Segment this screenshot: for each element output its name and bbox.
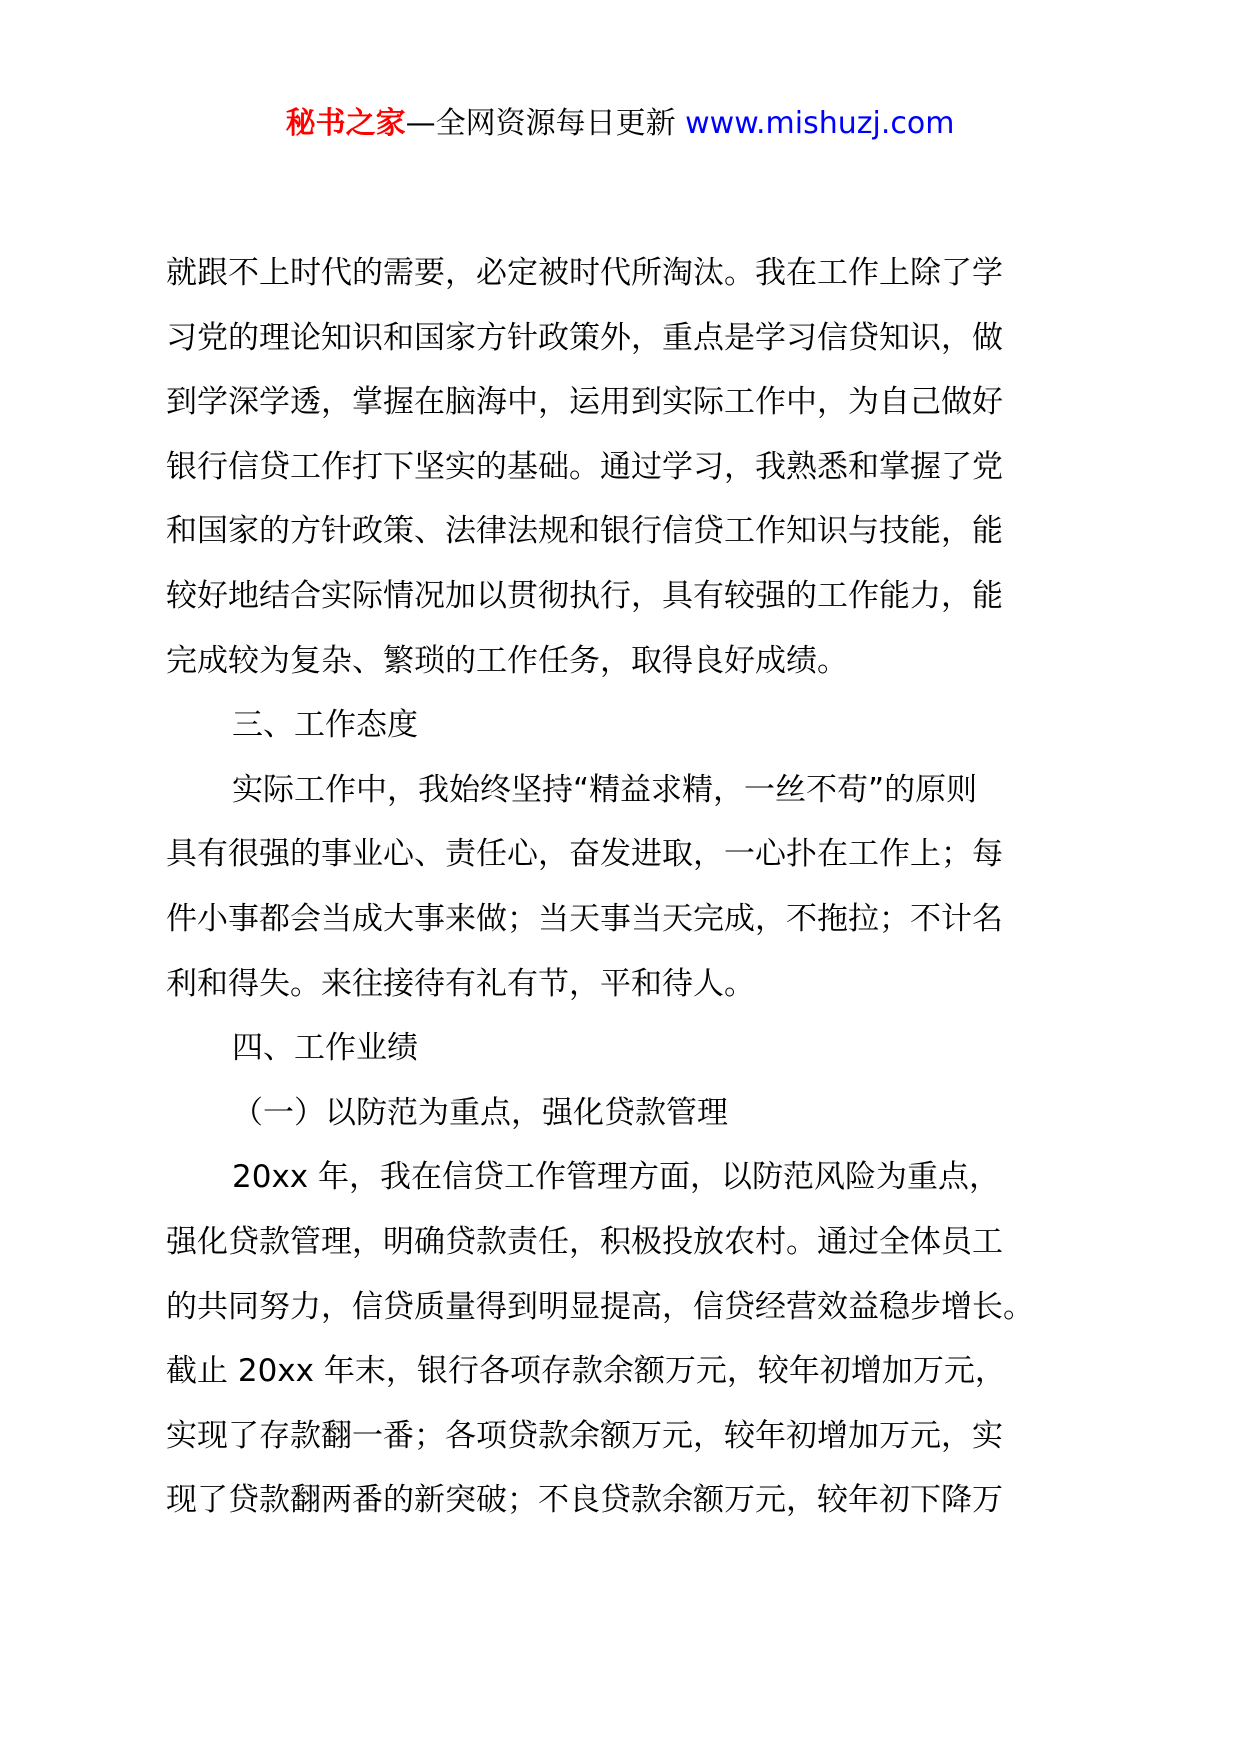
body-line: 和国家的方针政策、法律法规和银行信贷工作知识与技能，能 xyxy=(166,513,1003,550)
body-line: 较好地结合实际情况加以贯彻执行，具有较强的工作能力，能 xyxy=(166,577,1003,614)
body-line: 银行信贷工作打下坚实的基础。通过学习，我熟悉和掌握了党 xyxy=(166,448,1003,485)
page-header xyxy=(0,104,1240,144)
body-line: 实际工作中，我始终坚持“精益求精，一丝不苟”的原则 xyxy=(232,771,978,808)
body-line: 强化贷款管理，明确贷款责任，积极投放农村。通过全体员工 xyxy=(166,1223,1003,1260)
document-body xyxy=(166,241,1118,1533)
body-line: 就跟不上时代的需要，必定被时代所淘汰。我在工作上除了学 xyxy=(166,255,1003,291)
body-line: 件小事都会当成大事来做；当天事当天完成，不拖拉；不计名 xyxy=(166,900,1003,937)
site-url-link[interactable]: www.mishuzj.com xyxy=(685,106,955,141)
body-line: 完成较为复杂、繁琐的工作任务，取得良好成绩。 xyxy=(166,642,848,679)
body-line: 20xx 年，我在信贷工作管理方面，以防范风险为重点， xyxy=(232,1159,1000,1196)
body-line: 到学深学透，掌握在脑海中，运用到实际工作中，为自己做好 xyxy=(166,384,1003,421)
body-line: 具有很强的事业心、责任心，奋发进取，一心扑在工作上；每 xyxy=(166,836,1003,873)
body-line: 利和得失。来往接待有礼有节，平和待人。 xyxy=(166,965,755,1002)
body-line: 截止 20xx 年末，银行各项存款余额万元，较年初增加万元， xyxy=(166,1353,1006,1390)
body-line: 现了贷款翻两番的新突破；不良贷款余额万元，较年初下降万 xyxy=(166,1482,1003,1519)
brand-name: 秘书之家 xyxy=(285,106,406,141)
body-line: 实现了存款翻一番；各项贷款余额万元，较年初增加万元，实 xyxy=(166,1417,1003,1454)
section-heading: 三、工作态度 xyxy=(232,707,418,744)
section-heading: 四、工作业绩 xyxy=(232,1030,418,1067)
header-tagline: —全网资源每日更新 xyxy=(405,106,676,141)
subsection-heading: （一）以防范为重点，强化贷款管理 xyxy=(232,1094,728,1131)
body-line: 习党的理论知识和国家方针政策外，重点是学习信贷知识，做 xyxy=(166,319,1003,356)
body-line: 的共同努力，信贷质量得到明显提高，信贷经营效益稳步增长。 xyxy=(166,1288,1034,1325)
